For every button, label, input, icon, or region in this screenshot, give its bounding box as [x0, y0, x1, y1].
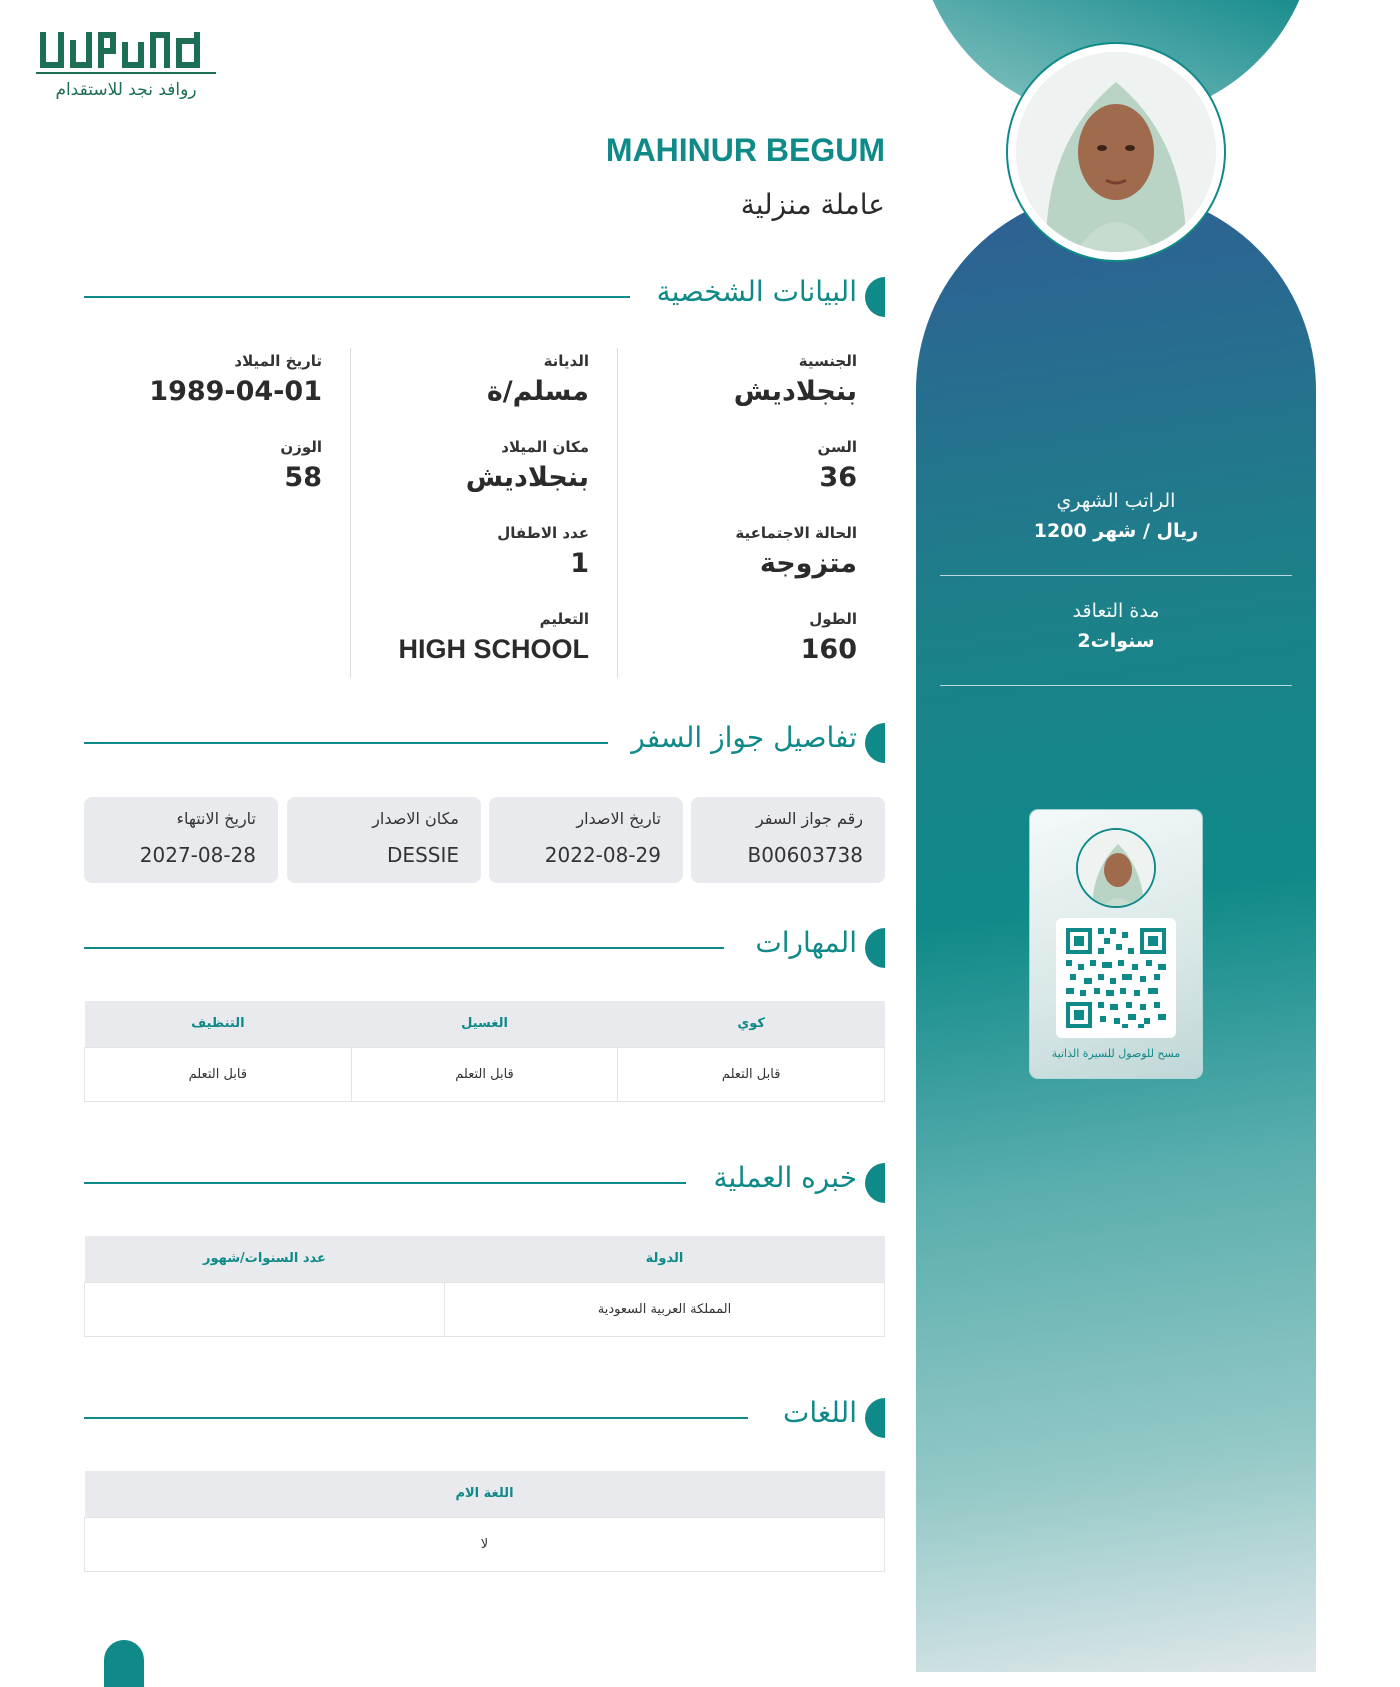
table-row	[85, 1047, 885, 1101]
section-tab	[865, 1398, 885, 1438]
table-cell: قابل التعلم	[618, 1047, 885, 1101]
section-line	[84, 947, 724, 949]
profile-photo	[1016, 52, 1216, 252]
field-value: HIGH SCHOOL	[398, 634, 589, 664]
logo-tagline: روافد نجد للاستقدام	[55, 80, 197, 100]
field-value: 1	[570, 548, 589, 579]
field-value: 1989-04-01	[149, 376, 322, 407]
qr-card[interactable]	[1030, 810, 1202, 1078]
section-skills	[84, 926, 885, 970]
personal-grid	[84, 348, 885, 678]
field-label: مكان الميلاد	[501, 438, 589, 456]
section-tab	[865, 928, 885, 968]
table-cell: قابل التعلم	[85, 1047, 352, 1101]
passport-issue-date-card	[489, 797, 683, 883]
table-header: كوي	[618, 1001, 885, 1047]
field-value: مسلم/ة	[486, 376, 589, 407]
field-weight	[280, 438, 322, 493]
field-label: مكان الاصدار	[372, 809, 459, 828]
sidebar-panel	[916, 190, 1316, 1672]
languages-table	[84, 1471, 885, 1572]
personal-column	[351, 348, 618, 678]
qr-caption: مسح للوصول للسيرة الذاتية	[1051, 1047, 1181, 1060]
personal-column	[618, 348, 885, 678]
passport-issue-place-card	[287, 797, 481, 883]
table-header-row	[85, 1471, 885, 1517]
sidebar	[916, 0, 1316, 1672]
section-title: تفاصيل جواز السفر	[631, 721, 857, 754]
field-label: رقم جواز السفر	[755, 809, 863, 828]
field-label: الحالة الاجتماعية	[735, 524, 857, 542]
person-icon	[1078, 830, 1156, 908]
field-religion	[487, 352, 589, 407]
field-value: B00603738	[747, 843, 863, 867]
field-label: الطول	[809, 610, 857, 628]
personal-column	[84, 348, 351, 678]
field-label: تاريخ الانتهاء	[176, 809, 256, 828]
passport-number-card	[691, 797, 885, 883]
field-value: 160	[800, 634, 857, 665]
table-header: اللغة الام	[85, 1471, 885, 1517]
field-birth-place	[466, 438, 589, 493]
field-marital	[735, 524, 857, 579]
table-cell	[85, 1282, 445, 1336]
section-title: اللغات	[783, 1396, 857, 1429]
field-label: الوزن	[280, 438, 322, 456]
table-cell: لا	[85, 1517, 885, 1571]
passport-expiry-card	[84, 797, 278, 883]
field-age	[817, 438, 857, 493]
divider	[940, 685, 1292, 686]
table-cell: قابل التعلم	[351, 1047, 618, 1101]
field-value: 2027-08-28	[139, 843, 256, 867]
section-experience	[84, 1161, 885, 1205]
field-value: بنجلاديش	[733, 376, 857, 407]
field-label: التعليم	[539, 610, 589, 628]
qr-code[interactable]	[1056, 918, 1176, 1038]
field-children	[497, 524, 589, 579]
field-education	[398, 610, 589, 665]
salary-value: 1200 ريال / شهر	[1033, 520, 1199, 542]
table-header: الغسيل	[351, 1001, 618, 1047]
logo-icon	[36, 28, 216, 78]
contract-label: مدة التعاقد	[1072, 600, 1160, 622]
field-label: تاريخ الاصدار	[576, 809, 661, 828]
avatar-small	[1076, 828, 1156, 908]
person-icon	[1016, 52, 1216, 252]
table-header: التنظيف	[85, 1001, 352, 1047]
table-header-row	[85, 1001, 885, 1047]
divider	[940, 575, 1292, 576]
field-label: عدد الاطفال	[497, 524, 589, 542]
qr-code-icon	[1056, 918, 1176, 1038]
field-birth-date	[149, 352, 322, 407]
section-title: المهارات	[755, 926, 857, 959]
section-title: خبره العملية	[713, 1161, 857, 1194]
field-label: الجنسية	[798, 352, 857, 370]
table-row	[85, 1517, 885, 1571]
salary-block	[940, 490, 1292, 576]
field-height	[801, 610, 857, 665]
section-line	[84, 1417, 748, 1419]
field-label: الديانة	[543, 352, 589, 370]
section-personal	[84, 275, 885, 319]
field-value: متزوجة	[759, 548, 857, 579]
section-line	[84, 1182, 686, 1184]
field-label: السن	[817, 438, 857, 456]
salary-label: الراتب الشهري	[1056, 490, 1176, 512]
field-label: تاريخ الميلاد	[234, 352, 322, 370]
skills-table	[84, 1001, 885, 1102]
field-value: DESSIE	[387, 843, 459, 867]
section-line	[84, 742, 608, 744]
section-title: البيانات الشخصية	[656, 275, 857, 308]
footer-tab	[104, 1640, 144, 1687]
field-value: 36	[819, 462, 857, 493]
table-header: الدولة	[445, 1236, 885, 1282]
section-line	[84, 296, 630, 298]
section-passport	[84, 721, 885, 765]
field-value: 2022-08-29	[544, 843, 661, 867]
field-value: 58	[284, 462, 322, 493]
experience-table	[84, 1236, 885, 1337]
table-cell: المملكة العربية السعودية	[445, 1282, 885, 1336]
field-nationality	[734, 352, 857, 407]
table-header-row	[85, 1236, 885, 1282]
section-tab	[865, 1163, 885, 1203]
table-row	[85, 1282, 885, 1336]
section-languages	[84, 1396, 885, 1440]
job-title: عاملة منزلية	[740, 188, 885, 221]
table-header: عدد السنوات/شهور	[85, 1236, 445, 1282]
contract-block	[940, 600, 1292, 686]
field-value: بنجلاديش	[465, 462, 589, 493]
section-tab	[865, 723, 885, 763]
contract-value: 2سنوات	[1077, 630, 1155, 652]
candidate-name: MAHINUR BEGUM	[605, 132, 885, 168]
section-tab	[865, 277, 885, 317]
